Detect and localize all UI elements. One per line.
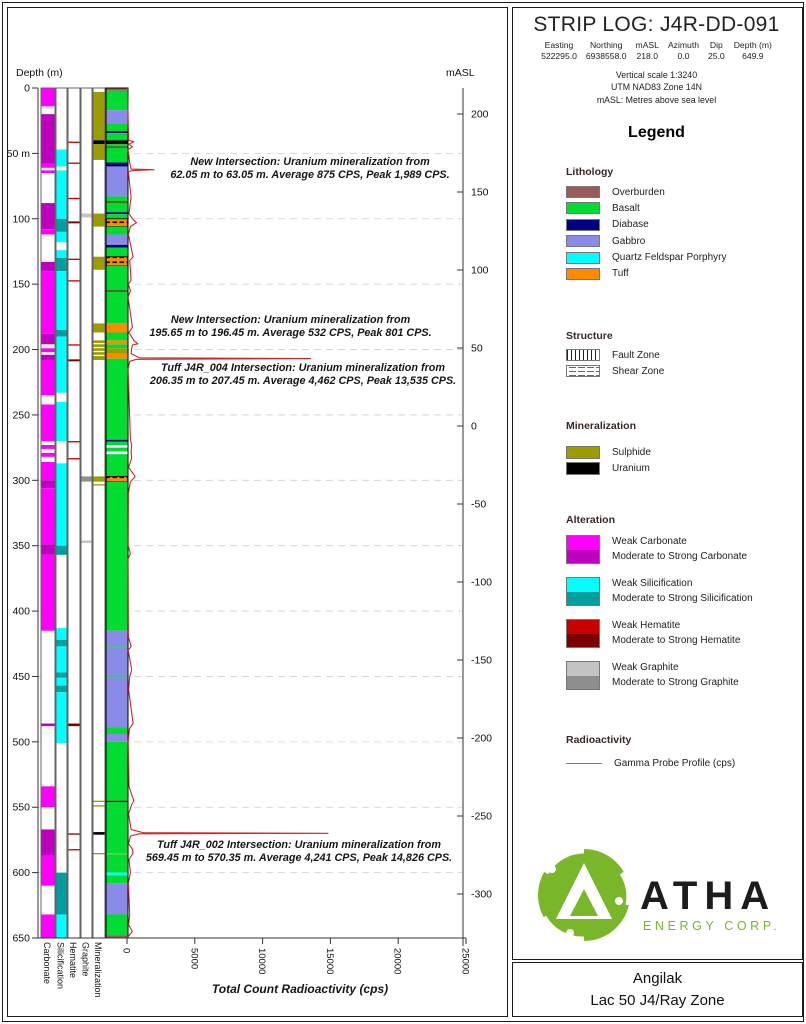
carbonate-interval: [41, 786, 54, 807]
radioactivity-tick-label: 15000: [323, 948, 335, 975]
depth-tick-label: 350: [12, 540, 30, 553]
legend-section: [566, 420, 794, 475]
alteration-swatch: [566, 619, 600, 648]
depth-tick-label: 450: [12, 670, 30, 683]
hematite-interval: [68, 724, 79, 727]
legend-item: [566, 462, 794, 475]
lithology-interval: [106, 147, 127, 148]
masl-tick-label: -250: [471, 810, 493, 823]
lithology-interval: [106, 853, 127, 854]
silicification-interval: [56, 149, 66, 166]
collar-field: [541, 40, 577, 61]
field-label: Northing: [589, 40, 623, 50]
track-label: Silicification: [55, 942, 66, 990]
lithology-interval: [106, 110, 127, 123]
carbonate-interval: [41, 355, 54, 360]
collar-field: [668, 40, 699, 61]
annotation-line: New Intersection: Uranium mineralization from: [190, 156, 430, 168]
lithology-interval: [106, 123, 127, 131]
annotation-line: 206.35 m to 207.45 m. Average 4,462 CPS, Peak 13,535 CPS.: [149, 375, 457, 388]
legend-section-heading: Radioactivity: [566, 734, 632, 746]
masl-tick-label: -200: [471, 732, 493, 745]
page-title: STRIP LOG: J4R-DD-091: [533, 13, 780, 36]
title-block: [512, 962, 803, 1017]
legend-item-label: Weak Carbonate: [612, 536, 687, 547]
lithology-interval: [106, 448, 127, 452]
legend-item-label: Overburden: [612, 186, 665, 198]
depth-tick-label: 550: [12, 801, 30, 814]
radioactivity-tick-label: 0: [120, 948, 132, 954]
track-graphite: [81, 88, 92, 938]
alteration-swatch: [566, 661, 600, 690]
field-value: 6938558.0: [585, 51, 627, 61]
lithology-interval: [106, 875, 127, 883]
alteration-labels: [612, 535, 747, 564]
lithology-interval: [106, 802, 127, 853]
lithology-interval: [106, 631, 127, 647]
carbonate-interval: [41, 462, 54, 480]
mineralization-interval: [93, 140, 104, 144]
atha-logo-mark: [538, 849, 630, 941]
radioactivity-tick-label: 5000: [188, 948, 200, 970]
mineralization-interval: [93, 484, 104, 485]
carbonate-interval: [41, 88, 54, 106]
header: [514, 13, 799, 106]
legend-section: [566, 734, 794, 769]
silicification-interval: [56, 232, 66, 242]
legend-item-label: Fault Zone: [612, 349, 660, 361]
legend-item: [566, 349, 794, 361]
mineralization-interval: [93, 323, 104, 332]
legend-item-label: Uranium: [612, 463, 650, 474]
silicification-interval: [56, 678, 66, 686]
legend-item: [566, 252, 794, 264]
mineralization-interval: [93, 92, 104, 140]
mineralization-interval: [93, 340, 104, 343]
depth-tick-label: 600: [12, 867, 30, 880]
qfp-swatch: [566, 252, 600, 264]
hem_s-swatch: [567, 634, 599, 648]
hematite-interval: [68, 359, 79, 361]
atha-logo-sub: ENERGY CORP.: [643, 919, 781, 933]
legend-item-group: [566, 619, 794, 648]
masl-tick-label: 100: [471, 264, 489, 277]
silicification-interval: [56, 640, 66, 647]
legend-item: [566, 268, 794, 280]
hematite-interval: [68, 833, 79, 834]
lithology-interval: [106, 257, 127, 266]
alteration-swatch: [566, 577, 600, 606]
lithology-interval: [106, 212, 127, 214]
annotation-line: 569.45 m to 570.35 m. Average 4,241 CPS, Peak 14,826 CPS.: [145, 852, 453, 865]
field-label: Azimuth: [667, 40, 699, 50]
carbonate-interval: [41, 488, 54, 544]
mineralization-interval: [93, 832, 104, 835]
hematite-interval: [68, 280, 79, 281]
silicification-interval: [56, 686, 66, 693]
uranium-swatch: [566, 462, 600, 475]
atha-logo-name: ATHA: [640, 874, 777, 918]
mineralization-interval: [93, 144, 104, 160]
depth-tick-label: 500: [12, 736, 30, 749]
masl-tick-label: -300: [471, 888, 493, 901]
carbonate-interval: [41, 348, 54, 352]
annotation-line: 195.65 m to 196.45 m. Average 532 CPS, Peak 801 CPS.: [149, 327, 432, 340]
carb_s-swatch: [567, 550, 599, 564]
field-label: Depth (m): [733, 40, 772, 50]
legend-item-group: [566, 577, 794, 606]
radioactivity-tick-label: 25000: [459, 948, 471, 975]
lithology-interval: [106, 442, 127, 445]
annotation-line: Tuff J4R_004 Intersection: Uranium mineralization from: [161, 362, 445, 374]
silicification-interval: [56, 692, 66, 743]
lithology-interval: [106, 214, 127, 219]
radioactivity-axis-title: Total Count Radioactivity (cps): [211, 982, 389, 996]
legend-item-label: Gabbro: [612, 235, 646, 247]
lithology-interval: [106, 163, 127, 167]
depth-axis: [7, 83, 38, 945]
hem_w-swatch: [567, 620, 599, 634]
hematite-interval: [68, 441, 79, 442]
lithology-interval: [106, 91, 127, 111]
mineralization-interval: [93, 344, 104, 347]
legend-item: [566, 446, 794, 459]
silicification-interval: [56, 336, 66, 392]
hematite-interval: [68, 198, 79, 199]
lithology-interval: [106, 234, 127, 244]
scale-note: Vertical scale 1:3240: [615, 70, 698, 80]
annotation-line: 62.05 m to 63.05 m. Average 875 CPS, Peak 1,989 CPS.: [170, 169, 450, 182]
legend-section-heading: Structure: [566, 330, 613, 342]
lithology-interval: [106, 482, 127, 631]
track-hematite: [68, 88, 80, 938]
lithology-interval: [106, 166, 127, 196]
mineralization-interval: [93, 214, 104, 227]
depth-tick-label: 650: [12, 932, 30, 945]
field-label: Easting: [544, 40, 574, 50]
lithology-interval: [106, 914, 127, 935]
depth-tick-label: 50 m: [6, 147, 30, 160]
depth-tick-label: 200: [12, 344, 30, 357]
hematite-interval: [68, 221, 79, 223]
legend-item: [566, 365, 794, 377]
track-carbonate: [41, 88, 55, 938]
track-label: Graphite: [80, 942, 91, 977]
sil_s-swatch: [567, 592, 599, 606]
collar-field: [586, 40, 627, 61]
intersection-annotation: [155, 156, 465, 183]
hematite-interval: [68, 259, 79, 260]
carbonate-interval: [41, 334, 54, 344]
legend-section-heading: Lithology: [566, 166, 614, 178]
carbonate-interval: [41, 229, 54, 234]
track-label: Carbonate: [42, 942, 52, 985]
masl-tick-label: -50: [471, 498, 487, 511]
field-value: 522295.0: [541, 51, 577, 61]
legend-section: [566, 514, 794, 690]
lithology-interval: [106, 203, 127, 213]
silicification-interval: [56, 271, 66, 330]
legend-item-label: Basalt: [612, 202, 640, 214]
lithology-interval: [106, 742, 127, 801]
mineralization-interval: [93, 476, 104, 481]
depth-tick-label: 150: [12, 278, 30, 291]
silicification-interval: [56, 628, 66, 640]
masl-tick-label: 50: [471, 342, 483, 355]
legend-item: [566, 758, 794, 769]
carbonate-interval: [41, 856, 54, 886]
legend-item-label: Tuff: [612, 268, 629, 280]
carbonate-interval: [41, 724, 54, 727]
field-label: mASL: [635, 40, 659, 50]
gra_w-swatch: [567, 662, 599, 676]
silicification-interval: [56, 873, 66, 915]
silicification-interval: [56, 330, 66, 337]
annotation-line: Tuff J4R_002 Intersection: Uranium mineralization from: [157, 839, 441, 851]
shear-zone-swatch: [566, 365, 600, 377]
lithology-interval: [106, 359, 127, 440]
field-value: 649.9: [742, 51, 764, 61]
intersection-annotation: [132, 362, 474, 389]
legend-item-group: [566, 535, 794, 564]
legend-heading: Legend: [628, 124, 685, 141]
gamma-line-swatch: [566, 763, 602, 764]
carbonate-interval: [41, 555, 54, 631]
field-value: 0.0: [677, 51, 690, 61]
mineralization-interval: [93, 805, 104, 806]
legend-item: [566, 219, 794, 231]
gabbro-swatch: [566, 235, 600, 247]
lithology-interval: [106, 219, 127, 227]
lithology-interval: [106, 333, 127, 341]
hematite-interval: [68, 849, 79, 850]
mineralization-interval: [93, 352, 104, 355]
mineralization-interval: [93, 356, 104, 360]
masl-tick-label: -100: [471, 576, 493, 589]
silicification-interval: [56, 170, 66, 218]
hematite-interval: [68, 163, 79, 164]
lithology-interval: [106, 291, 127, 323]
legend-item-label: Quartz Feldspar Porphyry: [612, 252, 727, 264]
intersection-annotation: [138, 314, 443, 341]
lithology-interval: [106, 323, 127, 332]
lithology-interval: [106, 646, 127, 647]
depth-tick-label: 250: [12, 409, 30, 422]
collar-field: [708, 40, 725, 61]
legend-item: [566, 235, 794, 247]
atha-logo: [522, 843, 794, 955]
carbonate-interval: [41, 829, 54, 855]
carbonate-interval: [41, 271, 54, 334]
sulphide-swatch: [566, 446, 600, 459]
legend-item: [566, 202, 794, 214]
masl-note: mASL: Metres above sea level: [596, 94, 717, 105]
graphite-interval: [81, 540, 91, 543]
carbonate-interval: [41, 914, 54, 938]
track-lithology: [106, 88, 128, 938]
hematite-interval: [68, 458, 79, 459]
legend-item-label: Shear Zone: [612, 365, 665, 377]
carbonate-interval: [41, 404, 54, 441]
legend-section: [566, 166, 794, 280]
silicification-interval: [56, 646, 66, 672]
mineralization-interval: [93, 348, 104, 351]
track-label: Mineralization: [93, 942, 103, 998]
lithology-interval: [106, 133, 127, 140]
project-name: Angilak: [632, 970, 683, 987]
carbonate-interval: [41, 203, 54, 229]
carbonate-interval: [41, 170, 54, 173]
silicification-interval: [56, 914, 66, 938]
legend-item: [566, 186, 794, 198]
legend-item-label: Sulphide: [612, 447, 651, 458]
track-mineralization: [93, 88, 105, 938]
track-label: Hematite: [68, 942, 78, 979]
lithology-interval: [106, 266, 127, 291]
lithology-interval: [106, 883, 127, 914]
silicification-interval: [56, 219, 66, 232]
legend-item-label: Weak Silicification: [612, 578, 693, 589]
carbonate-interval: [41, 453, 54, 457]
lithology-interval: [106, 144, 127, 146]
alteration-swatch: [566, 535, 600, 564]
tuff-swatch: [566, 268, 600, 280]
lithology-interval: [106, 476, 127, 481]
carbonate-interval: [41, 544, 54, 554]
masl-tick-label: 150: [471, 186, 489, 199]
lithology-interval: [106, 440, 127, 442]
lithology-interval: [106, 727, 127, 734]
lithology-interval: [106, 678, 127, 728]
header-notes: [514, 69, 799, 106]
gamma-probe-profile: [128, 88, 329, 938]
lithology-interval: [106, 344, 127, 348]
carbonate-interval: [41, 262, 54, 271]
legend-section-heading: Mineralization: [566, 420, 637, 432]
graphite-interval: [81, 214, 91, 218]
lithology-interval: [106, 454, 127, 476]
legend-item-label: Gamma Probe Profile (cps): [614, 758, 736, 769]
masl-tick-label: 200: [471, 108, 489, 121]
tracks: [41, 88, 128, 938]
silicification-interval: [56, 258, 66, 271]
lithology-interval: [106, 801, 127, 802]
carb_w-swatch: [567, 536, 599, 550]
silicification-interval: [56, 463, 66, 545]
silicification-interval: [56, 402, 66, 441]
legend-item-label: Weak Hematite: [612, 620, 681, 631]
annotation-line: New Intersection: Uranium mineralization from: [170, 314, 411, 326]
zone-name: Lac 50 J4/Ray Zone: [590, 992, 725, 1009]
depth-axis-label: Depth (m): [16, 67, 63, 79]
sil_w-swatch: [567, 578, 599, 592]
legend-section: [566, 330, 794, 377]
alteration-labels: [612, 577, 753, 606]
lithology-interval: [106, 140, 127, 144]
hematite-interval: [68, 142, 79, 143]
depth-tick-label: 300: [12, 474, 30, 487]
lithology-interval: [106, 290, 127, 291]
gra_s-swatch: [567, 676, 599, 690]
lithology-interval: [106, 348, 127, 353]
carbonate-interval: [41, 164, 54, 168]
hematite-interval: [68, 344, 79, 345]
depth-tick-label: 400: [12, 605, 30, 618]
lithology-interval: [106, 148, 127, 163]
lithology-interval: [106, 676, 127, 677]
lithology-interval: [106, 248, 127, 257]
lithology-interval: [106, 734, 127, 742]
silicification-interval: [56, 546, 66, 555]
depth-tick-label: 100: [12, 213, 30, 226]
track-silicification: [56, 88, 67, 938]
intersection-annotation: [128, 839, 470, 866]
legend-item-label: Weak Graphite: [612, 662, 679, 673]
carbonate-interval: [41, 445, 54, 449]
masl-tick-label: -150: [471, 654, 493, 667]
lithology-interval: [106, 197, 127, 202]
radioactivity-tick-label: 20000: [391, 948, 403, 975]
carbonate-interval: [41, 360, 54, 395]
collar-field: [636, 40, 659, 61]
mineralization-interval: [93, 257, 104, 270]
masl-axis: [457, 88, 492, 946]
utm-note: UTM NAD83 Zone 14N: [611, 82, 702, 93]
radioactivity-tick-label: 10000: [256, 948, 268, 975]
field-label: Dip: [709, 40, 723, 50]
alteration-labels: [612, 661, 739, 690]
lithology-interval: [106, 353, 127, 358]
legend-item-label: Moderate to Strong Hematite: [612, 634, 741, 646]
legend-section-heading: Alteration: [566, 514, 616, 526]
lithology-interval: [106, 648, 127, 677]
legend-item-label: Diabase: [612, 219, 649, 231]
masl-tick-label: 0: [471, 420, 477, 433]
silicification-interval: [56, 673, 66, 678]
lithology-interval: [106, 854, 127, 872]
lithology-interval: [106, 245, 127, 248]
overburden-swatch: [566, 186, 600, 198]
collar-fields: [514, 40, 799, 61]
lithology-interval: [106, 131, 127, 133]
lithology-interval: [106, 873, 127, 876]
mineralization-interval: [93, 801, 104, 802]
legend-item-label: Moderate to Strong Graphite: [612, 676, 739, 688]
silicification-interval: [56, 250, 66, 258]
legend-item-group: [566, 661, 794, 690]
graphite-interval: [81, 476, 91, 481]
carbonate-interval: [41, 114, 54, 164]
field-value: 218.0: [636, 51, 658, 61]
mineralization-interval: [93, 853, 104, 854]
collar-field: [734, 40, 772, 61]
masl-axis-label: mASL: [446, 67, 475, 79]
legend-item-label: Moderate to Strong Carbonate: [612, 550, 748, 562]
legend-item-label: Moderate to Strong Silicification: [612, 592, 753, 604]
lithology-interval: [106, 202, 127, 203]
depth-tick-label: 0: [24, 82, 30, 95]
lithology-interval: [106, 340, 127, 344]
fault-zone-swatch: [566, 349, 600, 361]
basalt-swatch: [566, 202, 600, 214]
atha-logo-graphic: [522, 843, 794, 955]
alteration-labels: [612, 619, 740, 648]
carbonate-interval: [41, 480, 54, 488]
diabase-swatch: [566, 219, 600, 231]
lithology-interval: [106, 227, 127, 235]
field-value: 25.0: [707, 51, 725, 61]
